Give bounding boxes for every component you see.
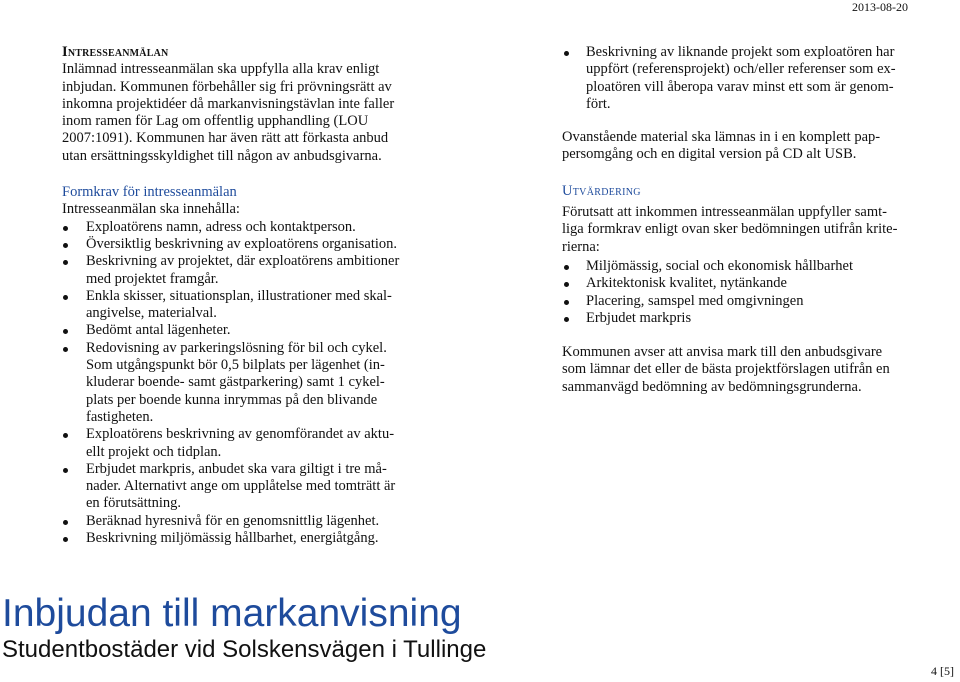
list-item — [62, 426, 422, 461]
list-item-line: Översiktlig beskrivning av exploatörens organisation. — [86, 235, 398, 252]
list-item-line: kluderar boende- samt gästparkering) samt 1 cykel- — [86, 374, 385, 391]
document-title-block — [2, 592, 486, 664]
list-item-line: Beskrivning miljömässig hållbarhet, energiåtgång. — [86, 530, 379, 547]
utvardering-line: liga formkrav enligt ovan sker bedömningen utifrån krite- — [562, 221, 898, 238]
list-item-line: Beskrivning av liknande projekt som exploatören har — [586, 44, 895, 60]
header-date: 2013-08-20 — [852, 0, 908, 14]
document-subtitle: Studentbostäder vid Solskensvägen i Tullinge — [2, 636, 487, 663]
list-item-line: Bedömt antal lägenheter. — [86, 322, 231, 339]
list-item-line: Arkitektonisk kvalitet, nytänkande — [586, 275, 787, 292]
document-title: Inbjudan till markanvisning — [2, 592, 462, 635]
page-number: 4 [5] — [931, 664, 954, 678]
intresse-line: inkomna projektidéer då markanvisningstävlan inte faller — [62, 95, 395, 112]
closing-line: Kommunen avser att anvisa mark till den anbudsgivare — [562, 344, 883, 361]
left-column — [62, 44, 422, 547]
list-item-line: med projektet framgår. — [86, 270, 219, 287]
list-item-line: Miljömässig, social och ekonomisk hållbarhet — [586, 257, 853, 274]
list-item — [62, 253, 422, 288]
list-item-line: en förutsättning. — [86, 495, 182, 512]
list-item-line: angivelse, materialval. — [86, 305, 217, 322]
intresse-heading: Intresseanmälan — [62, 44, 169, 60]
list-item — [62, 219, 422, 236]
list-item-line: Som utgångspunkt bör 0,5 bilplats per lägenhet (in- — [86, 357, 385, 374]
intresse-line: utan ersättningsskyldighet till någon av anbudsgivarna. — [62, 147, 382, 164]
list-item-line: fastigheten. — [86, 408, 154, 425]
submission-line: persomgång och en digital version på CD alt USB. — [562, 146, 857, 163]
list-item — [62, 322, 422, 339]
list-item — [62, 340, 422, 426]
list-item-line: nader. Alternativt ange om upplåtelse med tomträtt är — [86, 478, 396, 495]
list-item-line: ellt projekt och tidplan. — [86, 443, 222, 460]
list-item-line: Exploatörens namn, adress och kontaktperson. — [86, 218, 356, 235]
list-item — [562, 310, 928, 327]
list-item — [562, 44, 928, 113]
list-item-line: Beräknad hyresnivå för en genomsnittlig lägenhet. — [86, 512, 380, 529]
list-item — [562, 293, 928, 310]
utvardering-paragraph — [562, 204, 928, 256]
intresse-line: 2007:1091). Kommunen har även rätt att förkasta anbud — [62, 130, 389, 147]
list-item-line: Enkla skisser, situationsplan, illustrationer med skal- — [86, 287, 392, 304]
list-item-line: Erbjudet markpris, anbudet ska vara giltigt i tre må- — [86, 460, 387, 477]
list-item-line: Erbjudet markpris — [586, 309, 692, 326]
list-item-line: Placering, samspel med omgivningen — [586, 292, 804, 309]
list-item-line: plats per boende kunna inrymmas på den blivande — [86, 391, 378, 408]
list-item — [562, 258, 928, 275]
list-item-line: uppfört (referensprojekt) och/eller referenser som ex- — [586, 61, 896, 78]
utvardering-line: Förutsatt att inkommen intresseanmälan uppfyller samt- — [562, 204, 887, 221]
utvardering-line: rierna: — [562, 238, 600, 255]
list-item-line: ploatören vill åberopa varav minst ett som är genom- — [586, 78, 894, 95]
list-item — [62, 236, 422, 253]
closing-line: som lämnar det eller de bästa projektförslagen utifrån en — [562, 361, 890, 378]
closing-line: sammanvägd bedömning av bedömningsgrunderna. — [562, 378, 862, 395]
list-item-line: fört. — [586, 95, 611, 112]
closing-paragraph — [562, 344, 928, 396]
intresse-paragraph — [62, 61, 422, 165]
submission-line: Ovanstående material ska lämnas in i en komplett pap- — [562, 129, 881, 146]
list-item — [562, 275, 928, 292]
list-item-line: Exploatörens beskrivning av genomförandet av aktu- — [86, 426, 395, 443]
list-item — [62, 288, 422, 323]
right-column — [562, 44, 928, 396]
formkrav-list — [62, 219, 422, 548]
list-item — [62, 461, 422, 513]
intresse-line: Inlämnad intresseanmälan ska uppfylla alla krav enligt — [62, 61, 380, 78]
intresse-line: inom ramen för Lag om offentlig upphandling (LOU — [62, 113, 369, 130]
reference-list — [562, 44, 928, 113]
list-item — [62, 530, 422, 547]
list-item-line: Redovisning av parkeringslösning för bil och cykel. — [86, 339, 387, 356]
intresse-line: inbjudan. Kommunen förbehåller sig fri prövningsrätt av — [62, 78, 392, 95]
utvardering-heading: Utvärdering — [562, 182, 641, 199]
formkrav-heading: Formkrav för intresseanmälan — [62, 184, 237, 201]
list-item — [62, 513, 422, 530]
list-item-line: Beskrivning av projektet, där exploatörens ambitioner — [86, 253, 400, 270]
formkrav-intro: Intresseanmälan ska innehålla: — [62, 201, 240, 218]
submission-paragraph — [562, 129, 928, 164]
criteria-list — [562, 258, 928, 327]
